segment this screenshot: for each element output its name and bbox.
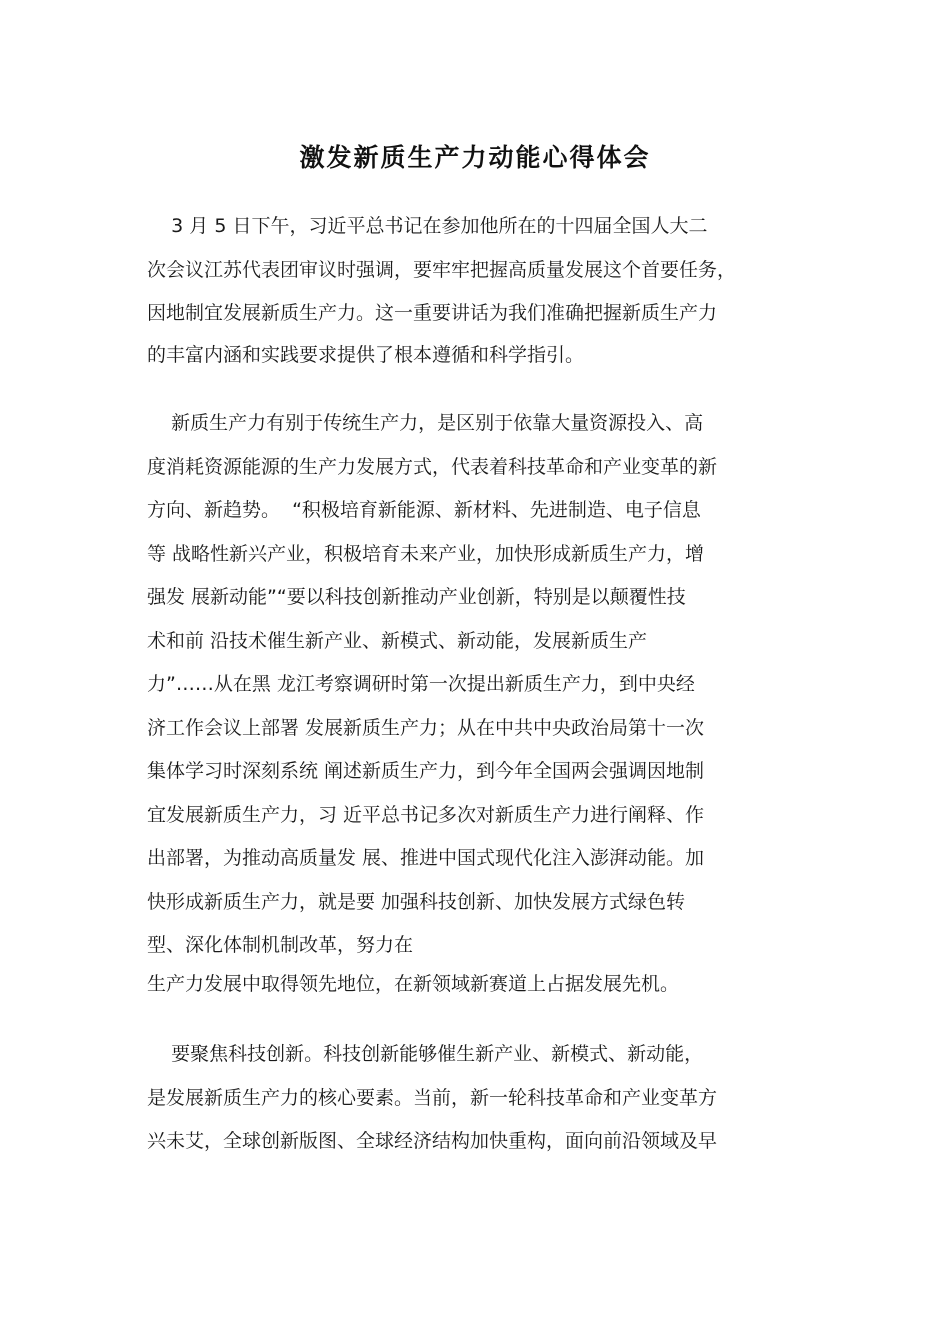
document-title: 激发新质生产力动能心得体会 [299, 143, 651, 172]
paragraph-3-line-2: 是发展新质生产力的核心要素。当前，新一轮科技革命和产业变革方 [147, 1087, 718, 1109]
paragraph-2-line-14: 生产力发展中取得领先地位，在新领域新赛道上占据发展先机。 [147, 973, 680, 995]
paragraph-2-line-4: 等 战略性新兴产业，积极培育未来产业，加快形成新质生产力，增 [147, 543, 705, 565]
paragraph-3-line-3: 兴未艾，全球创新版图、全球经济结构加快重构，面向前沿领域及早 [147, 1130, 718, 1152]
paragraph-1-line-4: 的丰富内涵和实践要求提供了根本遵循和科学指引。 [147, 344, 585, 366]
paragraph-2-line-12: 快形成新质生产力，就是要 加强科技创新、加快发展方式绿色转 [147, 891, 686, 913]
paragraph-1-line-1: 3 月 5 日下午，习近平总书记在参加他所在的十四届全国人大二 [147, 215, 708, 237]
paragraph-2-line-3: 方向、新趋势。 “积极培育新能源、新材料、先进制造、电子信息 [147, 499, 701, 521]
paragraph-1-line-2: 次会议江苏代表团审议时强调，要牢牢把握高质量发展这个首要任务， [147, 259, 737, 281]
paragraph-2-line-11: 出部署，为推动高质量发 展、推进中国式现代化注入澎湃动能。加 [147, 847, 705, 869]
paragraph-2-line-8: 济工作会议上部署 发展新质生产力；从在中共中央政治局第十一次 [147, 717, 705, 739]
paragraph-3-line-1: 要聚焦科技创新。科技创新能够催生新产业、新模式、新动能， [147, 1043, 704, 1065]
paragraph-2-line-5: 强发 展新动能”“要以科技创新推动产业创新，特别是以颠覆性技 [147, 586, 686, 608]
paragraph-2-line-10: 宜发展新质生产力，习 近平总书记多次对新质生产力进行阐释、作 [147, 804, 705, 826]
paragraph-2-line-2: 度消耗资源能源的生产力发展方式，代表着科技革命和产业变革的新 [147, 456, 718, 478]
paragraph-2-line-1: 新质生产力有别于传统生产力，是区别于依靠大量资源投入、高 [147, 412, 704, 434]
paragraph-2-line-13: 型、深化体制机制改革，努力在 [147, 934, 414, 956]
paragraph-2-line-9: 集体学习时深刻系统 阐述新质生产力，到今年全国两会强调因地制 [147, 760, 705, 782]
paragraph-2-line-7: 力”……从在黑 龙江考察调研时第一次提出新质生产力，到中央经 [147, 673, 695, 695]
paragraph-2-line-6: 术和前 沿技术催生新产业、新模式、新动能，发展新质生产 [147, 630, 648, 652]
paragraph-1-line-3: 因地制宜发展新质生产力。这一重要讲话为我们准确把握新质生产力 [147, 302, 718, 324]
